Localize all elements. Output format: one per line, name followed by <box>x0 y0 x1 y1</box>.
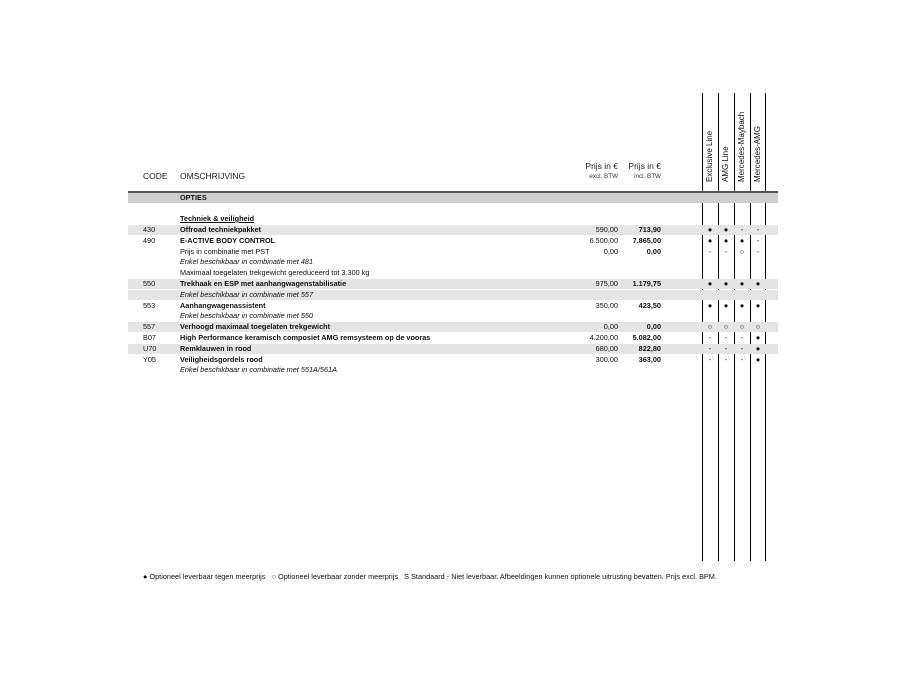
subsection-title: Techniek & veiligheid <box>180 214 255 223</box>
row-description: Offroad techniekpakket <box>180 225 262 234</box>
availability-mark: - <box>724 343 728 353</box>
row-price-incl: 7.865,00 <box>632 235 661 245</box>
availability-mark: ● <box>707 279 713 288</box>
availability-mark <box>751 257 765 267</box>
legend-open: Optioneel leverbaar zonder meerprijs <box>278 572 399 581</box>
availability-mark: - <box>740 354 744 364</box>
availability-mark: ● <box>707 300 713 310</box>
availability-mark <box>703 365 717 375</box>
availability-mark: ○ <box>723 322 729 332</box>
section-band <box>128 193 778 203</box>
availability-mark <box>735 365 749 375</box>
availability-mark <box>719 290 733 300</box>
row-price-incl: 713,90 <box>638 225 661 234</box>
availability-mark: - <box>708 354 712 364</box>
availability-mark: ● <box>739 300 745 310</box>
availability-mark: - <box>756 225 760 234</box>
legend-rest: S Standaard - Niet leverbaar. Afbeeldingen kunnen optionele uitrusting bevatten. Prijs excl. BPM. <box>404 572 717 581</box>
availability-mark: ○ <box>707 322 713 332</box>
availability-mark <box>751 311 765 321</box>
column-header-mercedes-maybach: Mercedes-Maybach <box>737 111 746 182</box>
row-price-incl: 423,50 <box>638 300 661 310</box>
legend <box>143 572 717 581</box>
row-price-excl: 0,00 <box>603 246 618 256</box>
availability-mark: - <box>756 235 760 245</box>
availability-mark: - <box>724 333 728 342</box>
row-price-excl: 0,00 <box>603 322 618 332</box>
row-description: Enkel beschikbaar in combinatie met 481 <box>180 257 314 267</box>
column-header-price-excl-sub: excl. BTW <box>589 173 618 180</box>
row-description: Verhoogd maximaal toegelaten trekgewicht <box>180 322 331 332</box>
availability-mark: ● <box>755 300 761 310</box>
availability-mark: - <box>740 333 744 342</box>
row-price-incl: 5.082,00 <box>632 333 661 342</box>
row-description: Enkel beschikbaar in combinatie met 551A/561A <box>180 365 337 375</box>
row-description: Enkel beschikbaar in combinatie met 550 <box>180 311 314 321</box>
row-code: B07 <box>143 333 156 342</box>
availability-mark <box>719 311 733 321</box>
availability-mark: - <box>724 354 728 364</box>
row-code: 553 <box>143 300 156 310</box>
row-description: Trekhaak en ESP met aanhangwagenstabilisatie <box>180 279 347 288</box>
availability-mark: - <box>740 343 744 353</box>
row-description: High Performance keramisch composiet AMG remsysteem op de vooras <box>180 333 431 342</box>
row-price-excl: 975,00 <box>595 279 618 288</box>
row-description: Aanhangwagenassistent <box>180 300 266 310</box>
row-code: 490 <box>143 235 156 245</box>
row-price-incl <box>591 311 661 321</box>
column-header-price-excl: Prijs in € <box>585 161 618 171</box>
availability-mark: - <box>708 333 712 342</box>
availability-mark <box>751 268 765 278</box>
availability-mark <box>751 290 765 300</box>
availability-mark: - <box>708 343 712 353</box>
availability-mark <box>703 290 717 300</box>
availability-mark <box>703 257 717 267</box>
availability-mark: - <box>708 246 712 256</box>
availability-mark: ● <box>755 354 761 364</box>
column-header-description: OMSCHRIJVING <box>180 171 246 181</box>
column-header-code: CODE <box>143 171 168 181</box>
availability-mark: - <box>740 225 744 234</box>
row-price-incl <box>591 257 661 267</box>
availability-mark: ● <box>723 225 729 234</box>
row-description: Prijs in combinatie met PST <box>180 246 270 256</box>
availability-mark: ● <box>755 279 761 288</box>
availability-mark <box>735 311 749 321</box>
availability-mark: ● <box>739 235 745 245</box>
row-price-incl <box>591 290 661 300</box>
availability-mark <box>703 311 717 321</box>
availability-mark <box>719 257 733 267</box>
row-price-excl: 350,00 <box>595 300 618 310</box>
availability-mark <box>735 257 749 267</box>
filled-dot-icon: ● <box>143 572 148 581</box>
availability-mark: ● <box>707 235 713 245</box>
row-price-incl: 363,00 <box>638 354 661 364</box>
availability-mark: ○ <box>755 322 761 332</box>
column-header-price-incl: Prijs in € <box>628 161 661 171</box>
availability-mark <box>719 268 733 278</box>
legend-filled: Optioneel leverbaar tegen meerprijs <box>149 572 266 581</box>
availability-mark: ● <box>723 235 729 245</box>
availability-mark <box>703 268 717 278</box>
row-price-incl: 822,80 <box>638 343 661 353</box>
row-price-incl <box>591 268 661 278</box>
column-header-mercedes-amg: Mercedes-AMG <box>753 125 762 182</box>
row-price-incl <box>591 365 661 375</box>
row-price-excl: 680,00 <box>595 343 618 353</box>
availability-mark <box>735 268 749 278</box>
column-header-exclusive-line: Exclusive Line <box>705 130 714 182</box>
availability-mark <box>735 290 749 300</box>
row-code: U70 <box>143 343 157 353</box>
open-circle-icon: ○ <box>271 572 276 581</box>
row-description: Remklauwen in rood <box>180 343 252 353</box>
availability-mark: - <box>756 246 760 256</box>
row-description: Enkel beschikbaar in combinatie met 557 <box>180 289 314 299</box>
row-price-incl: 0,00 <box>646 322 661 332</box>
row-price-excl: 300,00 <box>595 354 618 364</box>
row-price-excl: 590,00 <box>595 225 618 234</box>
availability-mark <box>751 365 765 375</box>
row-code: 550 <box>143 279 156 288</box>
section-title: OPTIES <box>180 193 207 202</box>
availability-mark: ● <box>755 343 761 353</box>
row-description: Maximaal toegelaten trekgewicht gereduceerd tot 3.300 kg <box>180 268 370 278</box>
availability-mark: ● <box>739 279 745 288</box>
availability-mark <box>719 365 733 375</box>
availability-mark: ○ <box>739 246 745 256</box>
column-header-amg-line: AMG Line <box>721 146 730 182</box>
availability-mark: ● <box>707 225 713 234</box>
row-code: 430 <box>143 225 156 234</box>
availability-mark: ● <box>723 279 729 288</box>
column-header-price-incl-sub: incl. BTW <box>634 173 661 180</box>
row-code: 557 <box>143 322 156 332</box>
row-description: Veiligheidsgordels rood <box>180 354 263 364</box>
availability-mark: ○ <box>739 322 745 332</box>
row-price-incl: 1.179,75 <box>632 279 661 288</box>
availability-mark: - <box>724 246 728 256</box>
row-price-excl: 6.500,00 <box>589 235 618 245</box>
availability-mark: ● <box>723 300 729 310</box>
row-code: Y05 <box>143 354 156 364</box>
row-price-incl: 0,00 <box>646 246 661 256</box>
row-description: E-ACTIVE BODY CONTROL <box>180 235 276 245</box>
row-price-excl: 4.200,00 <box>589 333 618 342</box>
availability-mark: ● <box>755 333 761 342</box>
